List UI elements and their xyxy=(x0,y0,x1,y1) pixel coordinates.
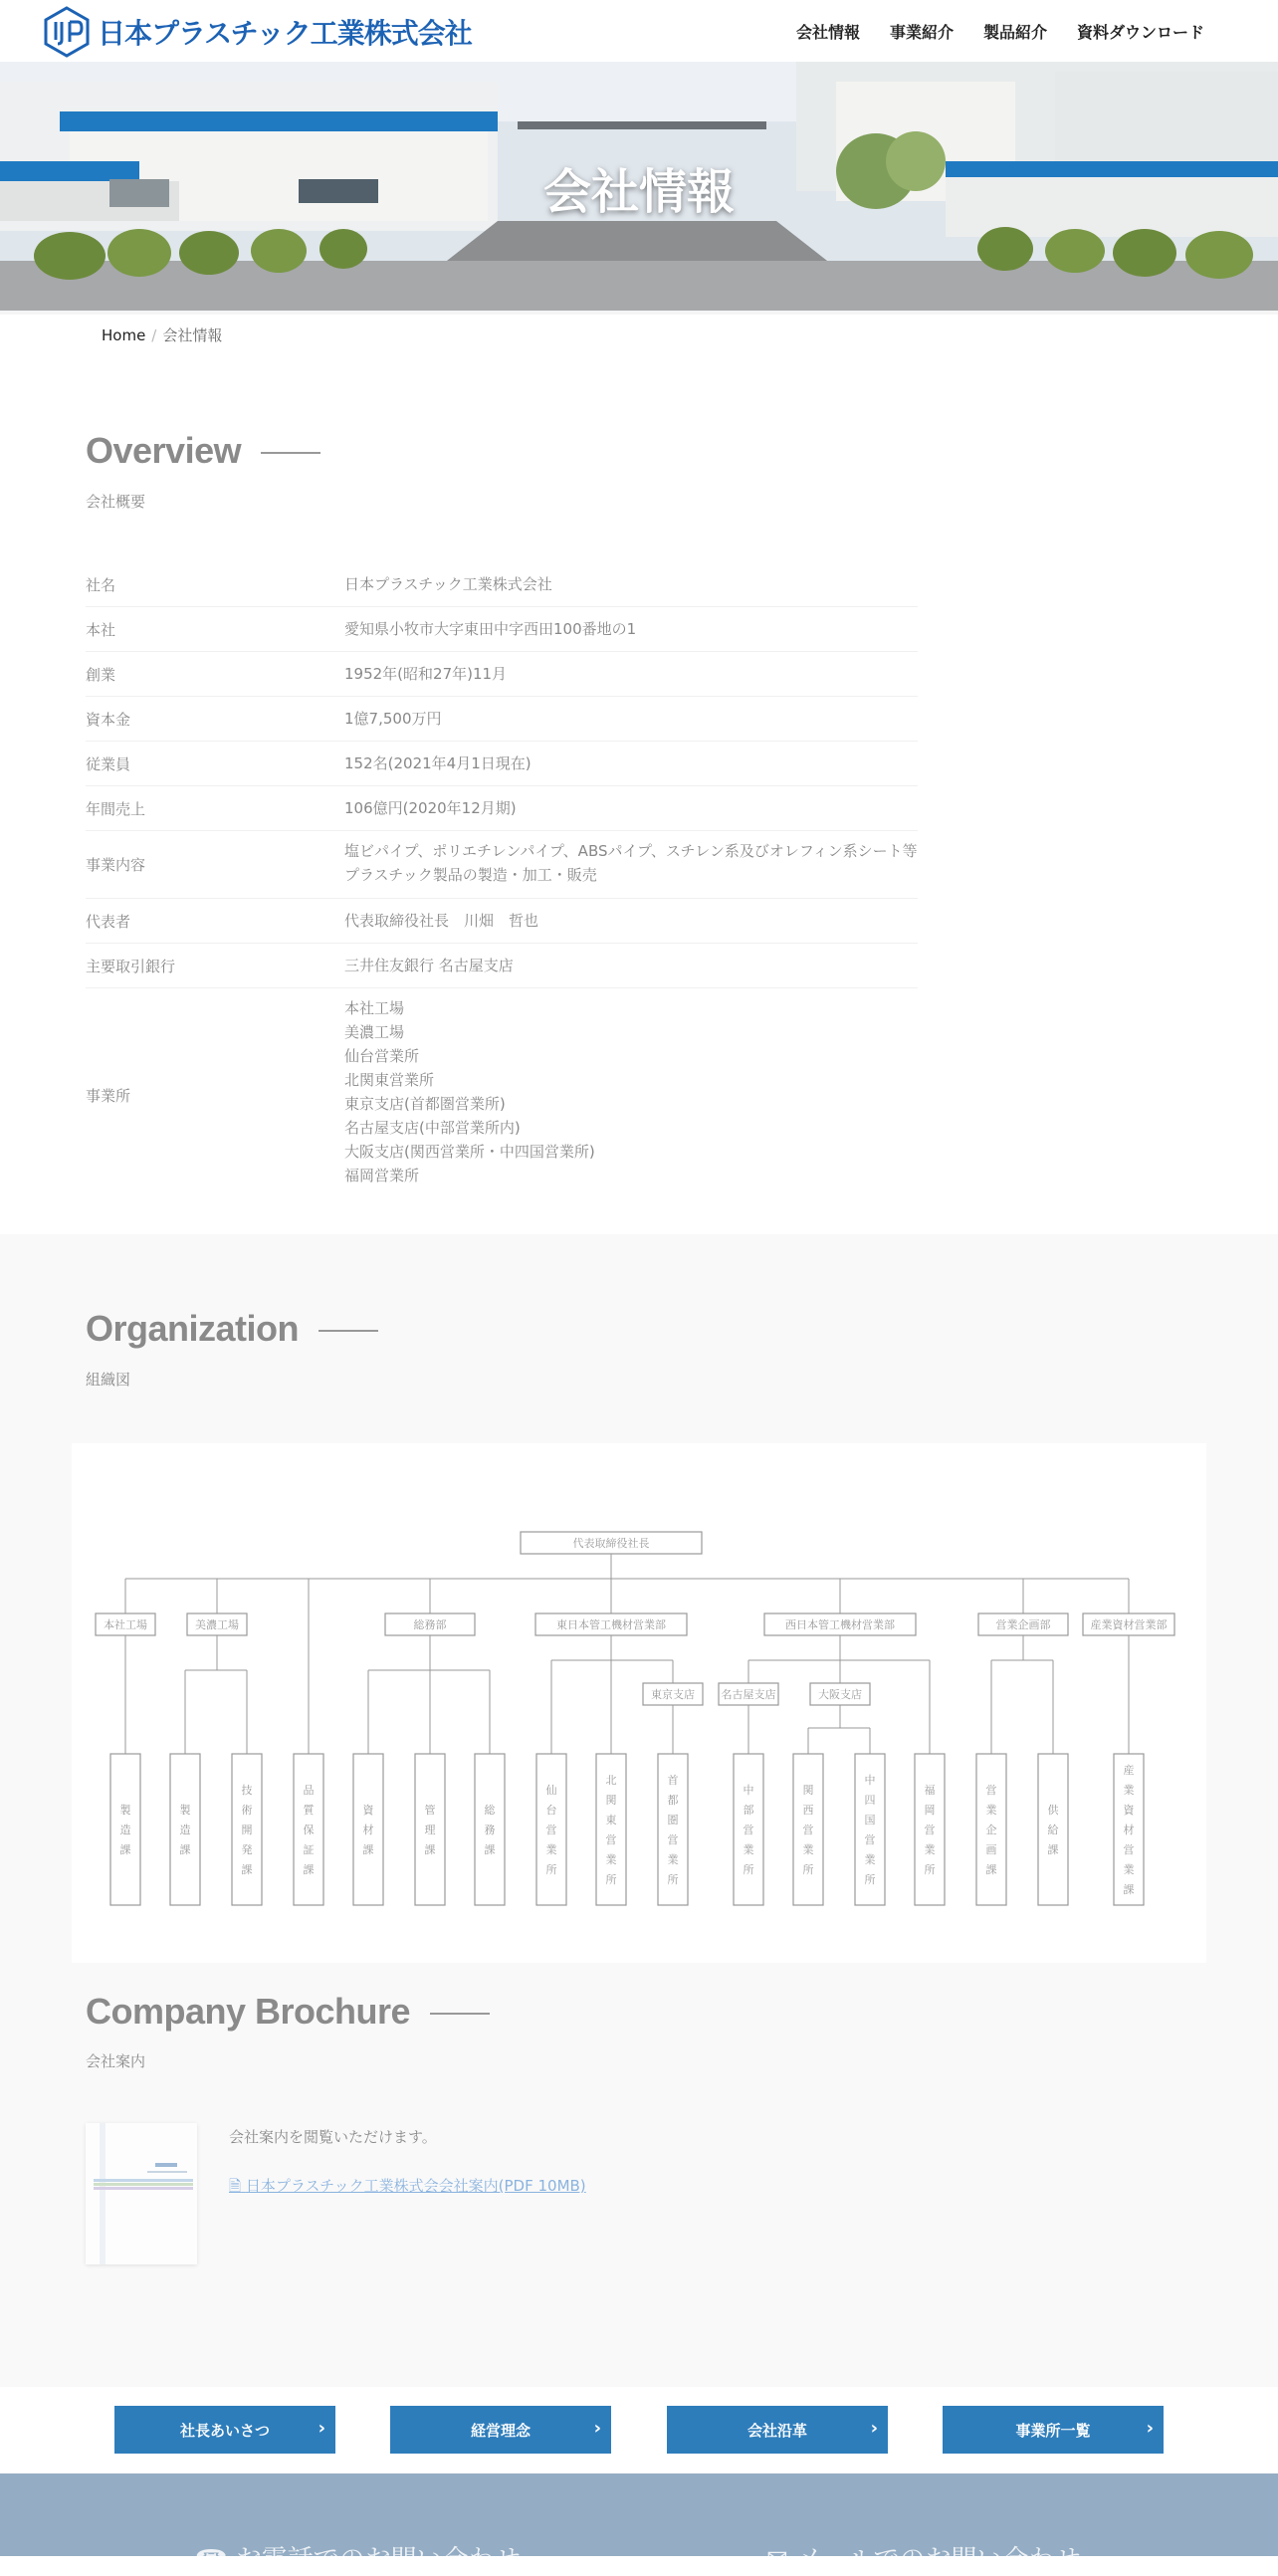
row-label: 本社 xyxy=(86,620,116,639)
svg-text:美濃工場: 美濃工場 xyxy=(195,1618,239,1631)
nav-downloads[interactable]: 資料ダウンロード xyxy=(1076,23,1204,42)
org-unit-box xyxy=(658,1754,688,1905)
svg-text:東日本管工機材営業部: 東日本管工機材営業部 xyxy=(556,1618,666,1631)
svg-text:圏: 圏 xyxy=(667,1814,679,1826)
chevron-right-icon: › xyxy=(1146,2418,1154,2439)
svg-text:業: 業 xyxy=(743,1843,754,1856)
office-item: 本社工場 xyxy=(344,999,405,1017)
org-unit-box xyxy=(734,1754,763,1905)
row-label: 事業内容 xyxy=(86,856,146,874)
row-label: 社名 xyxy=(86,575,116,594)
svg-text:資: 資 xyxy=(362,1804,374,1817)
mail-contact[interactable] xyxy=(766,2539,1081,2576)
row-value: 日本プラスチック工業株式会社 xyxy=(344,575,552,593)
svg-text:所: 所 xyxy=(545,1863,557,1876)
brochure-subtitle: 会社案内 xyxy=(86,2052,146,2070)
svg-text:製: 製 xyxy=(179,1804,191,1817)
svg-text:中: 中 xyxy=(743,1784,754,1797)
row-value: 塩ビパイプ、ポリエチレンパイプ、ABSパイプ、スチレン系及びオレフィン系シート等プラスチック製品の製造・加工・販売 xyxy=(344,842,918,884)
org-unit-box xyxy=(915,1754,945,1905)
organization-subtitle: 組織図 xyxy=(86,1371,131,1389)
org-dept-box xyxy=(978,1613,1068,1635)
breadcrumb-current: 会社情報 xyxy=(162,326,223,344)
svg-text:総務部: 総務部 xyxy=(413,1618,447,1631)
org-root-box xyxy=(521,1532,702,1554)
svg-text:技: 技 xyxy=(241,1784,253,1797)
nav-company-info[interactable]: 会社情報 xyxy=(795,23,860,42)
organization-heading xyxy=(86,1308,378,1350)
chevron-right-icon: › xyxy=(318,2418,325,2439)
svg-text:関: 関 xyxy=(605,1794,617,1807)
svg-text:営: 営 xyxy=(864,1833,876,1846)
svg-text:課: 課 xyxy=(484,1843,496,1856)
svg-text:仙: 仙 xyxy=(545,1784,557,1797)
org-unit-box xyxy=(1114,1754,1144,1905)
org-chart-panel xyxy=(72,1443,1206,1963)
breadcrumb xyxy=(102,324,222,345)
svg-text:画: 画 xyxy=(985,1843,997,1856)
overview-subtitle: 会社概要 xyxy=(86,493,146,511)
svg-text:業: 業 xyxy=(985,1804,997,1817)
svg-text:企: 企 xyxy=(985,1824,997,1836)
org-dept-box xyxy=(385,1613,475,1635)
office-item: 東京支店(首都圏営業所) xyxy=(344,1095,506,1113)
brochure-description: 会社案内を閲覧いただけます。 xyxy=(229,2128,437,2146)
svg-text:首: 首 xyxy=(667,1774,679,1787)
president-message-button[interactable] xyxy=(114,2406,335,2454)
svg-text:所: 所 xyxy=(864,1873,876,1886)
svg-text:部: 部 xyxy=(743,1804,754,1817)
svg-text:営: 営 xyxy=(743,1824,754,1836)
related-links xyxy=(0,2406,1278,2454)
svg-text:証: 証 xyxy=(303,1843,315,1856)
svg-text:名古屋支店: 名古屋支店 xyxy=(721,1688,776,1701)
svg-text:営: 営 xyxy=(545,1824,557,1836)
svg-text:業: 業 xyxy=(864,1853,876,1866)
svg-text:課: 課 xyxy=(119,1843,131,1856)
org-unit-box xyxy=(793,1754,823,1905)
svg-text:保: 保 xyxy=(303,1824,315,1836)
svg-text:業: 業 xyxy=(605,1853,617,1866)
svg-text:発: 発 xyxy=(241,1843,253,1856)
row-value: 愛知県小牧市大字東田中字西田100番地の1 xyxy=(344,620,637,638)
row-value: 152名(2021年4月1日現在) xyxy=(344,754,532,772)
office-item: 仙台営業所 xyxy=(344,1047,420,1065)
nav-business[interactable]: 事業紹介 xyxy=(889,23,954,42)
org-unit-box xyxy=(110,1754,140,1905)
svg-text:資: 資 xyxy=(1123,1804,1135,1817)
office-item: 美濃工場 xyxy=(344,1023,405,1041)
phone-contact-label: お電話でのお問い合わせ xyxy=(235,2545,521,2575)
svg-text:課: 課 xyxy=(362,1843,374,1856)
svg-text:西日本管工機材営業部: 西日本管工機材営業部 xyxy=(785,1618,895,1631)
org-unit-box xyxy=(976,1754,1006,1905)
svg-text:課: 課 xyxy=(985,1863,997,1876)
heading-rule xyxy=(430,2013,490,2015)
svg-text:業: 業 xyxy=(545,1843,557,1856)
brochure-heading xyxy=(86,1991,490,2033)
svg-text:造: 造 xyxy=(179,1824,191,1836)
button-label: 社長あいさつ xyxy=(179,2421,270,2440)
brochure-title: Company Brochure xyxy=(86,1991,411,2032)
svg-text:大阪支店: 大阪支店 xyxy=(818,1688,862,1701)
svg-text:質: 質 xyxy=(303,1804,315,1817)
svg-text:北: 北 xyxy=(605,1774,617,1787)
table-row xyxy=(86,831,918,899)
brochure-pdf-link[interactable] xyxy=(229,2175,586,2201)
table-row xyxy=(86,652,918,697)
org-unit-box xyxy=(536,1754,566,1905)
pdf-file-icon: 🗎 xyxy=(229,2177,242,2195)
svg-text:本社工場: 本社工場 xyxy=(104,1618,147,1631)
svg-text:製: 製 xyxy=(119,1804,131,1817)
org-dept-box xyxy=(764,1613,916,1635)
org-unit-box xyxy=(415,1754,445,1905)
svg-text:材: 材 xyxy=(362,1824,374,1836)
svg-text:中: 中 xyxy=(864,1774,876,1787)
svg-text:営: 営 xyxy=(605,1833,617,1846)
svg-text:業: 業 xyxy=(802,1843,814,1856)
row-value: 代表取締役社長 川畑 哲也 xyxy=(344,912,539,930)
svg-text:台: 台 xyxy=(545,1804,557,1817)
svg-text:課: 課 xyxy=(241,1863,253,1876)
office-item: 北関東営業所 xyxy=(344,1071,435,1089)
brochure-link-text: 日本プラスチック工業株式会会社案内(PDF 10MB) xyxy=(245,2177,586,2195)
button-label: 経営理念 xyxy=(470,2421,531,2440)
org-unit-box xyxy=(596,1754,626,1905)
row-label: 従業員 xyxy=(86,754,131,773)
row-label: 代表者 xyxy=(86,912,131,931)
office-item: 福岡営業所 xyxy=(344,1167,420,1184)
table-row xyxy=(86,697,918,742)
heading-rule xyxy=(319,1330,378,1332)
row-label: 年間売上 xyxy=(86,799,146,818)
office-item: 名古屋支店(中部営業所内) xyxy=(344,1119,521,1137)
svg-text:課: 課 xyxy=(179,1843,191,1856)
phone-contact[interactable] xyxy=(195,2539,521,2576)
svg-text:西: 西 xyxy=(802,1804,814,1817)
org-unit-box xyxy=(475,1754,505,1905)
svg-text:都: 都 xyxy=(667,1794,679,1807)
svg-text:術: 術 xyxy=(241,1804,253,1817)
svg-text:営: 営 xyxy=(802,1824,814,1836)
row-value: 三井住友銀行 名古屋支店 xyxy=(344,957,514,974)
brochure-thumbnail[interactable] xyxy=(86,2123,197,2264)
svg-text:営: 営 xyxy=(985,1784,997,1797)
org-unit-box xyxy=(170,1754,200,1905)
svg-text:営: 営 xyxy=(667,1833,679,1846)
org-unit-box xyxy=(855,1754,885,1905)
overview-heading xyxy=(86,430,320,472)
svg-text:国: 国 xyxy=(864,1814,876,1826)
svg-text:課: 課 xyxy=(424,1843,436,1856)
svg-text:営: 営 xyxy=(924,1824,936,1836)
svg-text:関: 関 xyxy=(802,1784,814,1797)
page-title: 会社情報 xyxy=(542,164,735,220)
svg-text:務: 務 xyxy=(484,1824,496,1836)
svg-text:課: 課 xyxy=(303,1863,315,1876)
org-chart xyxy=(72,1443,1206,1963)
mail-icon: ✉ xyxy=(766,2545,788,2575)
row-value: 106億円(2020年12月期) xyxy=(344,799,517,817)
org-unit-box xyxy=(1038,1754,1068,1905)
org-branch-box xyxy=(810,1683,870,1705)
svg-text:産: 産 xyxy=(1123,1764,1135,1777)
row-label: 資本金 xyxy=(86,710,131,729)
row-label: 主要取引銀行 xyxy=(86,957,176,975)
svg-text:所: 所 xyxy=(924,1863,936,1876)
heading-rule xyxy=(261,452,320,454)
svg-text:業: 業 xyxy=(1123,1863,1135,1876)
svg-text:業: 業 xyxy=(1123,1784,1135,1797)
svg-text:営業企画部: 営業企画部 xyxy=(995,1618,1051,1631)
svg-text:課: 課 xyxy=(1047,1843,1059,1856)
button-label: 会社沿革 xyxy=(746,2421,807,2440)
org-dept-box xyxy=(187,1613,247,1635)
chevron-right-icon: › xyxy=(593,2418,601,2439)
logo-mark-icon xyxy=(44,6,90,58)
org-dept-box xyxy=(1083,1613,1174,1635)
breadcrumb-separator: / xyxy=(151,326,157,344)
svg-text:代表取締役社長: 代表取締役社長 xyxy=(572,1537,650,1550)
svg-text:所: 所 xyxy=(802,1863,814,1876)
svg-text:理: 理 xyxy=(424,1824,436,1836)
org-branch-box xyxy=(643,1683,703,1705)
main-nav xyxy=(766,20,1204,43)
org-branch-box xyxy=(719,1683,778,1705)
org-dept-box xyxy=(96,1613,155,1635)
svg-text:業: 業 xyxy=(924,1843,936,1856)
svg-text:管: 管 xyxy=(424,1804,436,1817)
svg-text:所: 所 xyxy=(743,1863,754,1876)
button-label: 事業所一覧 xyxy=(1015,2421,1091,2440)
table-row xyxy=(86,944,918,988)
svg-text:造: 造 xyxy=(119,1824,131,1836)
table-row xyxy=(86,562,918,607)
company-info-table xyxy=(86,562,918,1201)
svg-text:産業資材営業部: 産業資材営業部 xyxy=(1090,1618,1168,1631)
company-logo[interactable] xyxy=(44,6,472,58)
contact-footer xyxy=(0,2473,1278,2575)
row-value-list xyxy=(344,988,918,1201)
svg-text:開: 開 xyxy=(241,1824,253,1836)
phone-icon: ☎ xyxy=(195,2545,228,2575)
nav-products[interactable]: 製品紹介 xyxy=(982,23,1047,42)
svg-text:材: 材 xyxy=(1123,1824,1135,1836)
row-value: 1952年(昭和27年)11月 xyxy=(344,665,508,683)
office-list-button[interactable] xyxy=(943,2406,1164,2454)
svg-text:給: 給 xyxy=(1047,1824,1059,1836)
breadcrumb-home[interactable]: Home xyxy=(102,326,146,344)
svg-text:総: 総 xyxy=(484,1804,496,1817)
organization-title: Organization xyxy=(86,1308,300,1349)
brochure-cover-image xyxy=(86,2123,197,2264)
row-value: 1億7,500万円 xyxy=(344,710,442,728)
svg-text:供: 供 xyxy=(1047,1804,1059,1817)
table-row xyxy=(86,786,918,831)
site-header xyxy=(0,0,1278,62)
svg-text:業: 業 xyxy=(667,1853,679,1866)
svg-text:東: 東 xyxy=(605,1814,617,1826)
table-row xyxy=(86,988,918,1201)
table-row xyxy=(86,742,918,786)
row-label: 創業 xyxy=(86,665,116,684)
philosophy-button[interactable] xyxy=(390,2406,611,2454)
history-button[interactable] xyxy=(667,2406,888,2454)
row-label: 事業所 xyxy=(86,1086,131,1105)
svg-text:所: 所 xyxy=(667,1873,679,1886)
svg-text:東京支店: 東京支店 xyxy=(651,1688,695,1701)
svg-text:課: 課 xyxy=(1123,1883,1135,1896)
org-unit-box xyxy=(232,1754,262,1905)
org-unit-box xyxy=(294,1754,323,1905)
svg-text:福: 福 xyxy=(924,1784,936,1797)
org-dept-box xyxy=(535,1613,687,1635)
svg-text:品: 品 xyxy=(303,1784,315,1797)
chevron-right-icon: › xyxy=(870,2418,878,2439)
svg-text:所: 所 xyxy=(605,1873,617,1886)
svg-text:営: 営 xyxy=(1123,1843,1135,1856)
hero-banner xyxy=(0,62,1278,315)
table-row xyxy=(86,899,918,944)
company-name: 日本プラスチック工業株式会社 xyxy=(98,17,472,50)
table-row xyxy=(86,607,918,652)
org-unit-box xyxy=(353,1754,383,1905)
office-item: 大阪支店(関西営業所・中四国営業所) xyxy=(344,1143,595,1161)
svg-text:四: 四 xyxy=(864,1794,876,1807)
mail-contact-label: メールでのお問い合わせ xyxy=(796,2545,1081,2575)
svg-text:岡: 岡 xyxy=(924,1804,936,1817)
overview-title: Overview xyxy=(86,430,242,471)
